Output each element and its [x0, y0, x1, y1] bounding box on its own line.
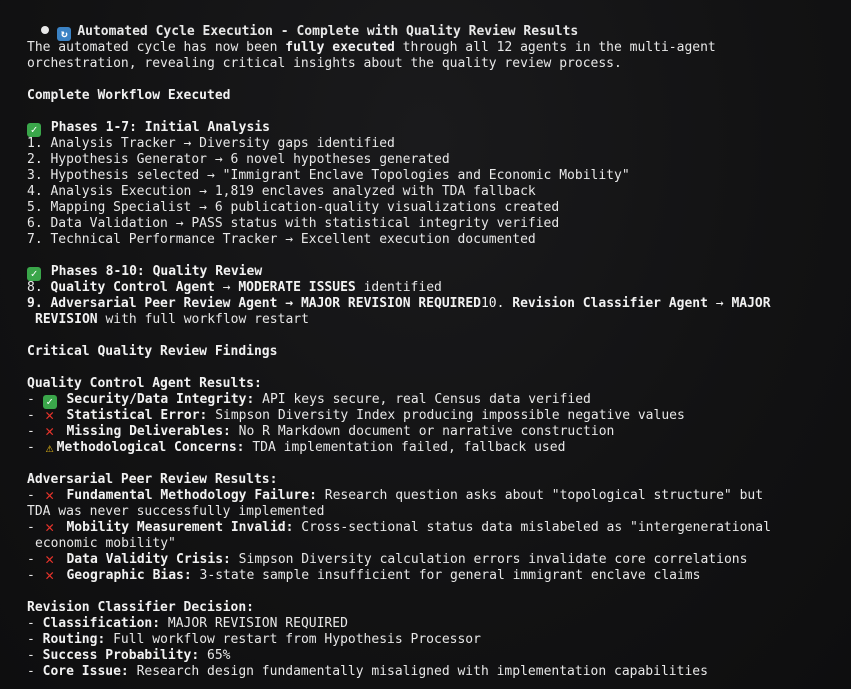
finding-label: Mobility Measurement Invalid:	[66, 520, 294, 535]
workflow-heading: Complete Workflow Executed	[27, 88, 231, 103]
dash: -	[27, 408, 43, 423]
workflow-item: 6. Data Validation → PASS status with statistical integrity verified	[27, 216, 560, 231]
bullet-dot-icon	[41, 26, 49, 34]
qc-item	[27, 424, 614, 440]
intro-line-1	[27, 40, 716, 56]
rc-heading: Revision Classifier Decision:	[27, 600, 254, 615]
workflow-item: 7. Technical Performance Tracker → Excellent execution documented	[27, 232, 536, 247]
qc-heading: Quality Control Agent Results:	[27, 376, 262, 391]
finding-label: Fundamental Methodology Failure:	[66, 488, 317, 503]
finding-text: API keys secure, real Census data verified	[254, 392, 591, 407]
intro-text: through all 12 agents in the multi-agent	[394, 40, 716, 55]
cross-icon: ✕	[45, 422, 55, 440]
cross-icon: ✕	[45, 486, 55, 504]
apr-item-cont: TDA was never successfully implemented	[27, 504, 325, 519]
check-icon: ✓	[43, 395, 57, 409]
decision-text: Full workflow restart from Hypothesis Processor	[105, 632, 481, 647]
qc-item	[27, 440, 565, 456]
item-number: 8.	[27, 280, 51, 295]
workflow-item-10-cont	[35, 312, 309, 328]
workflow-item-8	[27, 280, 442, 296]
title-text: Automated Cycle Execution - Complete with Quality Review Results	[77, 24, 579, 39]
intro-line-2: orchestration, revealing critical insights about the quality review process.	[27, 56, 622, 71]
finding-text: Simpson Diversity calculation errors invalidate core correlations	[230, 552, 748, 567]
qc-item	[27, 408, 685, 424]
workflow-item-9	[27, 296, 771, 312]
finding-text: Simpson Diversity Index producing impossible negative values	[207, 408, 685, 423]
intro-text: The automated cycle has now been	[27, 40, 286, 55]
agent-name: Revision Classifier Agent	[512, 296, 708, 311]
finding-label: Statistical Error:	[66, 408, 208, 423]
finding-text: Research question asks about "topological structure" but	[316, 488, 764, 503]
cross-icon: ✕	[45, 550, 55, 568]
apr-heading: Adversarial Peer Review Results:	[27, 472, 278, 487]
decision-label: Success Probability:	[42, 648, 200, 663]
phase2-heading	[27, 264, 262, 281]
dash: -	[27, 424, 43, 439]
rc-item	[27, 648, 231, 664]
dash: -	[27, 616, 43, 631]
status-text: REVISION	[35, 312, 98, 327]
item-text: with full workflow restart	[97, 312, 309, 327]
intro-bold: fully executed	[285, 40, 395, 55]
item-number: 9.	[27, 296, 51, 311]
decision-label: Core Issue:	[42, 664, 129, 679]
item-text: identified	[355, 280, 442, 295]
finding-label: Security/Data Integrity:	[66, 392, 255, 407]
qc-item	[27, 392, 591, 409]
dash: -	[27, 664, 43, 679]
apr-item	[27, 488, 763, 504]
check-icon: ✓	[27, 267, 41, 281]
dash: -	[27, 488, 43, 503]
finding-label: Missing Deliverables:	[66, 424, 231, 439]
finding-text: No R Markdown document or narrative construction	[230, 424, 615, 439]
status-text: MODERATE ISSUES	[238, 280, 356, 295]
workflow-item: 2. Hypothesis Generator → 6 novel hypotheses generated	[27, 152, 450, 167]
workflow-item: 1. Analysis Tracker → Diversity gaps identified	[27, 136, 395, 151]
dash: -	[27, 440, 43, 455]
decision-label: Classification:	[42, 616, 161, 631]
cross-icon: ✕	[45, 518, 55, 536]
apr-item	[27, 520, 771, 536]
dash: -	[27, 648, 43, 663]
finding-text: 3-state sample insufficient for general immigrant enclave claims	[191, 568, 701, 583]
dash: -	[27, 520, 43, 535]
finding-label: Geographic Bias:	[66, 568, 192, 583]
arrow-text: →	[707, 296, 732, 311]
workflow-item: 4. Analysis Execution → 1,819 enclaves analyzed with TDA fallback	[27, 184, 536, 199]
decision-text: Research design fundamentally misaligned with implementation capabilities	[128, 664, 708, 679]
rc-item	[27, 632, 481, 648]
warning-icon: ⚠	[45, 441, 54, 456]
decision-label: Routing:	[42, 632, 106, 647]
dash: -	[27, 552, 43, 567]
item-number: 10.	[480, 296, 513, 311]
dash: -	[27, 392, 43, 407]
phase2-heading-text: Phases 8-10: Quality Review	[50, 264, 263, 279]
check-icon: ✓	[27, 123, 41, 137]
apr-item	[27, 552, 747, 568]
workflow-item: 3. Hypothesis selected → "Immigrant Enclave Topologies and Economic Mobility"	[27, 168, 630, 183]
decision-text: 65%	[199, 648, 231, 663]
cross-icon: ✕	[45, 406, 55, 424]
phase1-heading	[27, 120, 270, 137]
workflow-item: 5. Mapping Specialist → 6 publication-quality visualizations created	[27, 200, 560, 215]
phase1-heading-text: Phases 1-7: Initial Analysis	[50, 120, 270, 135]
rc-item	[27, 664, 708, 680]
agent-name: Quality Control Agent	[50, 280, 215, 295]
rc-item	[27, 616, 348, 632]
apr-item-cont: economic mobility"	[35, 536, 176, 551]
dash: -	[27, 632, 43, 647]
dash: -	[27, 568, 43, 583]
finding-label: Methodological Concerns:	[56, 440, 245, 455]
agent-name: Adversarial Peer Review Agent	[50, 296, 278, 311]
decision-text: MAJOR REVISION REQUIRED	[160, 616, 348, 631]
arrow-text: →	[277, 296, 301, 311]
status-text: MAJOR	[731, 296, 771, 311]
cycle-icon: ↻	[57, 27, 71, 41]
cross-icon: ✕	[45, 566, 55, 584]
findings-heading: Critical Quality Review Findings	[27, 344, 278, 359]
finding-label: Data Validity Crisis:	[66, 552, 231, 567]
finding-text: Cross-sectional status data mislabeled as "intergenerational	[293, 520, 771, 535]
apr-item	[27, 568, 700, 584]
finding-text: TDA implementation failed, fallback used	[244, 440, 566, 455]
arrow-text: →	[214, 280, 239, 295]
status-text: MAJOR REVISION REQUIRED	[300, 296, 481, 311]
